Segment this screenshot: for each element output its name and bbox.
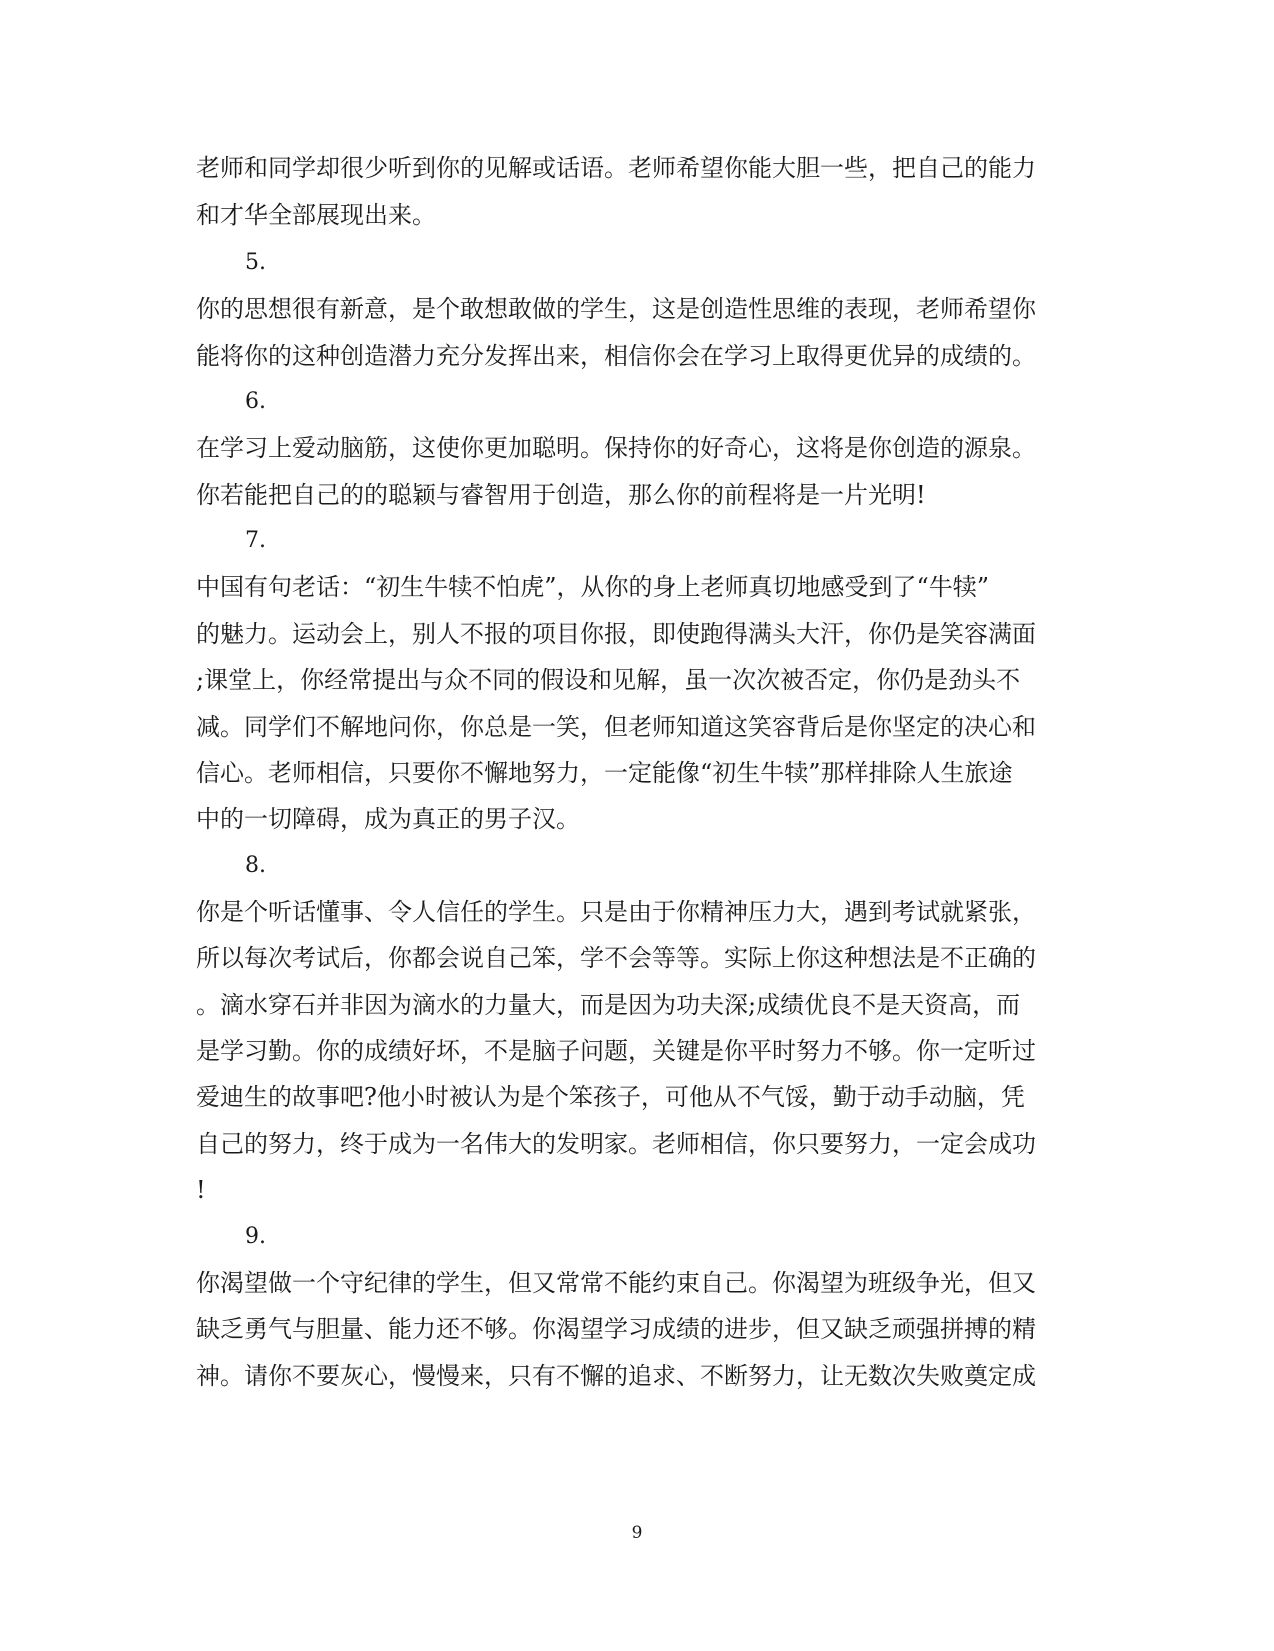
- text-line: 你是个听话懂事、令人信任的学生。只是由于你精神压力大，遇到考试就紧张，: [196, 898, 1036, 926]
- page-number: 9: [631, 1523, 643, 1543]
- text-line: 。滴水穿石并非因为滴水的力量大，而是因为功夫深;成绩优良不是天资高，而: [196, 991, 1021, 1019]
- text-line: 你若能把自己的的聪颖与睿智用于创造，那么你的前程将是一片光明!: [196, 481, 926, 509]
- item-number: 8.: [245, 853, 266, 878]
- text-line: 自己的努力，终于成为一名伟大的发明家。老师相信，你只要努力，一定会成功: [196, 1130, 1036, 1158]
- text-line: 是学习勤。你的成绩好坏，不是脑子问题，关键是你平时努力不够。你一定听过: [196, 1037, 1036, 1065]
- text-line: !: [196, 1176, 206, 1204]
- text-line: 中的一切障碍，成为真正的男子汉。: [196, 805, 580, 833]
- text-line: 爱迪生的故事吧?他小时被认为是个笨孩子，可他从不气馁，勤于动手动脑，凭: [196, 1083, 1025, 1111]
- text-line: ;课堂上，你经常提出与众不同的假设和见解，虽一次次被否定，你仍是劲头不: [196, 666, 1021, 694]
- text-line: 老师和同学却很少听到你的见解或话语。老师希望你能大胆一些，把自己的能力: [196, 154, 1036, 182]
- item-number: 9.: [245, 1224, 266, 1249]
- item-number: 5.: [245, 250, 266, 275]
- text-line: 和才华全部展现出来。: [196, 201, 436, 229]
- item-number: 7.: [245, 528, 266, 553]
- text-line: 所以每次考试后，你都会说自己笨，学不会等等。实际上你这种想法是不正确的: [196, 944, 1036, 972]
- text-line: 中国有句老话：“初生牛犊不怕虎”，从你的身上老师真切地感受到了“牛犊”: [196, 573, 990, 601]
- text-line: 缺乏勇气与胆量、能力还不够。你渴望学习成绩的进步，但又缺乏顽强拼搏的精: [196, 1315, 1036, 1343]
- text-line: 神。请你不要灰心，慢慢来，只有不懈的追求、不断努力，让无数次失败奠定成: [196, 1362, 1036, 1390]
- text-line: 在学习上爱动脑筋，这使你更加聪明。保持你的好奇心，这将是你创造的源泉。: [196, 434, 1036, 462]
- text-line: 能将你的这种创造潜力充分发挥出来，相信你会在学习上取得更优异的成绩的。: [196, 342, 1036, 370]
- item-number: 6.: [245, 389, 266, 414]
- text-line: 信心。老师相信，只要你不懈地努力，一定能像“初生牛犊”那样排除人生旅途: [196, 759, 1013, 787]
- text-line: 的魅力。运动会上，别人不报的项目你报，即使跑得满头大汗，你仍是笑容满面: [196, 620, 1036, 648]
- text-line: 你渴望做一个守纪律的学生，但又常常不能约束自己。你渴望为班级争光，但又: [196, 1269, 1036, 1297]
- text-line: 减。同学们不解地问你，你总是一笑，但老师知道这笑容背后是你坚定的决心和: [196, 713, 1036, 741]
- text-line: 你的思想很有新意，是个敢想敢做的学生，这是创造性思维的表现，老师希望你: [196, 295, 1036, 323]
